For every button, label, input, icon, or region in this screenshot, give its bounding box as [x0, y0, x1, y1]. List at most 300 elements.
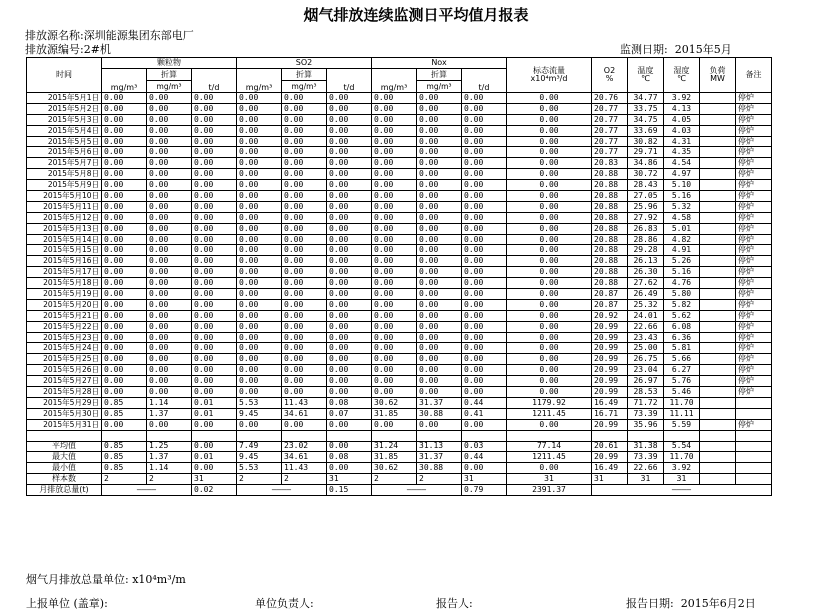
table-row	[27, 147, 772, 158]
table-row	[27, 136, 772, 147]
row-value: 5.62	[664, 310, 700, 321]
row-value: 0.00	[327, 158, 372, 169]
row-value	[700, 234, 736, 245]
row-value: 4.05	[664, 114, 700, 125]
header-nox-converted-unit: mg/m³	[417, 81, 462, 93]
row-value: 0.00	[462, 158, 507, 169]
row-date: 2015年5月19日	[27, 289, 102, 300]
row-value: 0.00	[147, 365, 192, 376]
row-value: 9.45	[237, 408, 282, 419]
row-value: 0.00	[372, 103, 417, 114]
source-id-value: 2#机	[83, 43, 111, 56]
row-remark: 停炉	[736, 419, 772, 430]
row-value: 0.00	[147, 332, 192, 343]
row-value: 0.00	[462, 223, 507, 234]
stats-value: 2	[417, 474, 462, 485]
row-value: 0.00	[147, 191, 192, 202]
table-row	[27, 169, 772, 180]
row-value: 0.00	[147, 343, 192, 354]
row-value: 20.92	[592, 310, 628, 321]
row-value: 0.00	[372, 147, 417, 158]
row-value: 0.00	[282, 223, 327, 234]
stats-value: 0.85	[102, 463, 147, 474]
row-value: 0.00	[372, 321, 417, 332]
row-value: 0.00	[237, 103, 282, 114]
row-value: 0.00	[372, 354, 417, 365]
row-value: 0.00	[147, 93, 192, 104]
row-value	[700, 332, 736, 343]
row-value: 0.00	[237, 223, 282, 234]
row-remark: 停炉	[736, 158, 772, 169]
row-date: 2015年5月23日	[27, 332, 102, 343]
row-value: 0.00	[372, 136, 417, 147]
row-value: 0.00	[417, 201, 462, 212]
stats-value: 0.85	[102, 452, 147, 463]
row-value: 0.00	[417, 169, 462, 180]
row-value: 0.00	[462, 201, 507, 212]
table-row	[27, 278, 772, 289]
row-value: 0.00	[327, 278, 372, 289]
row-value: 0.00	[282, 387, 327, 398]
row-value: 0.00	[102, 158, 147, 169]
row-date: 2015年5月4日	[27, 125, 102, 136]
row-value: 0.00	[372, 180, 417, 191]
row-value: 0.00	[102, 332, 147, 343]
row-value: 4.13	[664, 103, 700, 114]
row-value	[700, 419, 736, 430]
stats-value: 31	[327, 474, 372, 485]
header-nox-td: t/d	[462, 69, 507, 93]
header-std-flow: 标态流量 x10⁴m³/d	[507, 58, 592, 93]
row-value: 0.00	[102, 180, 147, 191]
monitor-date-value: 2015年5月	[674, 43, 732, 56]
row-value: 4.35	[664, 147, 700, 158]
table-row	[27, 343, 772, 354]
header-nox-mg: mg/m³	[372, 69, 417, 93]
row-value: 0.00	[192, 234, 237, 245]
row-value: 20.77	[592, 125, 628, 136]
row-value: 25.96	[628, 201, 664, 212]
row-value: 0.00	[192, 321, 237, 332]
table-row	[27, 310, 772, 321]
row-value: 20.99	[592, 354, 628, 365]
row-value: 0.00	[462, 376, 507, 387]
row-remark: 停炉	[736, 278, 772, 289]
row-value: 0.00	[282, 419, 327, 430]
row-value: 0.00	[192, 136, 237, 147]
row-value: 0.00	[237, 376, 282, 387]
row-value	[700, 169, 736, 180]
row-remark: 停炉	[736, 103, 772, 114]
stats-value: 31	[507, 474, 592, 485]
row-value: 0.00	[417, 256, 462, 267]
row-value: 0.00	[507, 212, 592, 223]
row-date: 2015年5月2日	[27, 103, 102, 114]
header-particulate-converted-unit: mg/m³	[147, 81, 192, 93]
row-remark: 停炉	[736, 343, 772, 354]
row-value: 20.99	[592, 332, 628, 343]
row-value: 33.75	[628, 103, 664, 114]
row-value: 5.16	[664, 267, 700, 278]
stats-label: 最大值	[27, 452, 102, 463]
row-value: 11.11	[664, 408, 700, 419]
blank-cell	[417, 430, 462, 441]
row-date: 2015年5月31日	[27, 419, 102, 430]
blank-cell	[27, 430, 102, 441]
header-so2-td: t/d	[327, 69, 372, 93]
row-value: 0.00	[102, 212, 147, 223]
stats-value: 2	[147, 474, 192, 485]
stats-value: 0.44	[462, 452, 507, 463]
row-value: 28.86	[628, 234, 664, 245]
row-value: 0.00	[102, 103, 147, 114]
source-name-label: 排放源名称:	[25, 29, 84, 42]
blank-cell	[237, 430, 282, 441]
stats-value: 5.54	[664, 441, 700, 452]
row-value: 0.00	[462, 169, 507, 180]
row-value: 0.00	[282, 125, 327, 136]
table-row	[27, 245, 772, 256]
row-value: 0.00	[417, 180, 462, 191]
row-value: 20.88	[592, 180, 628, 191]
row-value: 4.31	[664, 136, 700, 147]
row-value	[700, 365, 736, 376]
stats-value: 20.99	[592, 452, 628, 463]
row-value: 0.00	[282, 114, 327, 125]
table-row	[27, 365, 772, 376]
row-value: 0.00	[462, 245, 507, 256]
blank-cell	[372, 430, 417, 441]
row-value: 0.00	[462, 234, 507, 245]
row-value: 0.00	[462, 191, 507, 202]
row-value: 0.00	[147, 256, 192, 267]
row-value: 0.00	[237, 114, 282, 125]
row-value: 0.00	[417, 354, 462, 365]
row-remark: 停炉	[736, 256, 772, 267]
row-value: 0.00	[327, 223, 372, 234]
row-value: 4.76	[664, 278, 700, 289]
stats-label: 样本数	[27, 474, 102, 485]
row-date: 2015年5月29日	[27, 397, 102, 408]
row-value: 31.37	[417, 397, 462, 408]
row-value: 20.77	[592, 147, 628, 158]
row-value	[700, 321, 736, 332]
stats-label: 平均值	[27, 441, 102, 452]
row-value: 0.00	[507, 332, 592, 343]
stats-remark	[736, 452, 772, 463]
table-row	[27, 158, 772, 169]
table-row	[27, 332, 772, 343]
row-value: 0.00	[102, 169, 147, 180]
blank-cell	[282, 430, 327, 441]
row-value: 0.00	[372, 267, 417, 278]
row-value: 0.00	[417, 365, 462, 376]
row-value: 0.00	[372, 310, 417, 321]
row-date: 2015年5月16日	[27, 256, 102, 267]
stats-value: 3.92	[664, 463, 700, 474]
row-remark: 停炉	[736, 180, 772, 191]
row-value: 0.00	[417, 332, 462, 343]
monthly-report-table	[26, 57, 772, 496]
row-value: 0.00	[102, 114, 147, 125]
row-value: 0.00	[102, 419, 147, 430]
row-value	[700, 158, 736, 169]
stats-value: 1.14	[147, 463, 192, 474]
row-value: 0.00	[102, 278, 147, 289]
row-value: 0.00	[462, 278, 507, 289]
report-title: 烟气排放连续监测日平均值月报表	[303, 6, 529, 24]
row-value: 0.00	[417, 387, 462, 398]
row-value: 0.00	[282, 321, 327, 332]
row-value: 34.61	[282, 408, 327, 419]
row-value: 0.00	[282, 278, 327, 289]
row-value: 0.00	[327, 343, 372, 354]
row-value: 0.00	[372, 223, 417, 234]
stats-value: 31.38	[628, 441, 664, 452]
stats-value: 77.14	[507, 441, 592, 452]
row-value: 0.00	[237, 354, 282, 365]
row-value: 0.00	[462, 310, 507, 321]
row-value: 27.05	[628, 191, 664, 202]
row-value	[700, 299, 736, 310]
header-o2: O2 %	[592, 58, 628, 93]
monthly-nox-t: 0.79	[462, 485, 507, 496]
row-remark: 停炉	[736, 169, 772, 180]
row-value	[700, 212, 736, 223]
row-value: 0.00	[237, 191, 282, 202]
row-value: 26.97	[628, 376, 664, 387]
stats-value: 2	[237, 474, 282, 485]
row-value: 0.00	[192, 201, 237, 212]
stats-value: 0.00	[327, 441, 372, 452]
row-value: 0.00	[507, 245, 592, 256]
row-value: 0.00	[417, 278, 462, 289]
row-value: 22.66	[628, 321, 664, 332]
row-value: 0.00	[282, 169, 327, 180]
row-value: 0.00	[327, 93, 372, 104]
row-value: 5.46	[664, 387, 700, 398]
row-value: 0.44	[462, 397, 507, 408]
row-value: 26.83	[628, 223, 664, 234]
row-value: 0.00	[507, 136, 592, 147]
row-value: 0.00	[327, 114, 372, 125]
stats-value: 0.01	[192, 452, 237, 463]
monthly-dash: ————	[372, 485, 462, 496]
row-value: 0.00	[327, 310, 372, 321]
row-value: 0.00	[192, 278, 237, 289]
row-value: 0.00	[462, 256, 507, 267]
row-value: 0.00	[192, 158, 237, 169]
table-row	[27, 234, 772, 245]
row-value: 5.10	[664, 180, 700, 191]
stats-value: 5.53	[237, 463, 282, 474]
source-name-value: 深圳能源集团东部电厂	[83, 29, 194, 42]
row-value: 0.00	[237, 169, 282, 180]
row-value: 11.43	[282, 397, 327, 408]
row-value: 0.00	[327, 299, 372, 310]
row-value: 0.00	[282, 289, 327, 300]
row-value: 0.00	[192, 256, 237, 267]
table-row	[27, 125, 772, 136]
row-value: 31.85	[372, 408, 417, 419]
row-value: 0.00	[147, 158, 192, 169]
row-value: 0.00	[282, 147, 327, 158]
row-value: 23.43	[628, 332, 664, 343]
stats-row	[27, 463, 772, 474]
row-value	[700, 376, 736, 387]
row-value: 0.00	[192, 419, 237, 430]
stats-label: 最小值	[27, 463, 102, 474]
row-value	[700, 343, 736, 354]
blank-cell	[327, 430, 372, 441]
stats-value: 2	[282, 474, 327, 485]
row-value: 0.00	[237, 136, 282, 147]
row-value: 1.14	[147, 397, 192, 408]
blank-cell	[192, 430, 237, 441]
row-value: 33.69	[628, 125, 664, 136]
row-value: 0.00	[327, 376, 372, 387]
row-value: 0.00	[372, 158, 417, 169]
row-value: 0.00	[327, 387, 372, 398]
row-value: 0.00	[507, 343, 592, 354]
row-value: 0.00	[282, 103, 327, 114]
row-value: 0.07	[327, 408, 372, 419]
row-value	[700, 147, 736, 158]
row-value: 5.01	[664, 223, 700, 234]
row-value: 0.00	[462, 321, 507, 332]
row-value: 0.00	[417, 245, 462, 256]
stats-value: 23.02	[282, 441, 327, 452]
row-value: 0.00	[462, 419, 507, 430]
row-value: 20.99	[592, 419, 628, 430]
table-row	[27, 256, 772, 267]
stats-value: 9.45	[237, 452, 282, 463]
row-value: 0.00	[102, 321, 147, 332]
row-value: 0.00	[327, 321, 372, 332]
row-value	[700, 278, 736, 289]
row-value: 11.70	[664, 397, 700, 408]
row-remark: 停炉	[736, 147, 772, 158]
row-value: 30.82	[628, 136, 664, 147]
row-value: 0.00	[282, 343, 327, 354]
row-value: 0.00	[237, 234, 282, 245]
row-value: 5.66	[664, 354, 700, 365]
row-value	[700, 136, 736, 147]
row-value: 0.00	[282, 365, 327, 376]
row-value: 0.00	[192, 365, 237, 376]
table-row	[27, 387, 772, 398]
row-value: 0.00	[327, 136, 372, 147]
row-value: 0.00	[102, 267, 147, 278]
table-row	[27, 299, 772, 310]
row-value: 0.00	[327, 256, 372, 267]
row-value: 27.62	[628, 278, 664, 289]
row-value	[700, 223, 736, 234]
row-value: 0.00	[147, 223, 192, 234]
row-value: 5.26	[664, 256, 700, 267]
row-value: 5.32	[664, 201, 700, 212]
row-value: 20.77	[592, 103, 628, 114]
row-value: 0.00	[327, 180, 372, 191]
row-value: 0.00	[327, 212, 372, 223]
header-particulate: 颗粒物	[102, 58, 237, 69]
row-remark: 停炉	[736, 245, 772, 256]
row-value: 0.00	[237, 419, 282, 430]
monthly-total-row	[27, 485, 772, 496]
row-value: 5.59	[664, 419, 700, 430]
row-remark: 停炉	[736, 376, 772, 387]
stats-value: 31.85	[372, 452, 417, 463]
monthly-particulate-t: 0.02	[192, 485, 237, 496]
row-remark: 停炉	[736, 332, 772, 343]
stats-value: 31	[592, 474, 628, 485]
row-date: 2015年5月12日	[27, 212, 102, 223]
row-value: 0.00	[192, 223, 237, 234]
row-value: 0.00	[462, 93, 507, 104]
row-value: 71.72	[628, 397, 664, 408]
row-value: 73.39	[628, 408, 664, 419]
row-value: 0.00	[282, 191, 327, 202]
row-value: 29.71	[628, 147, 664, 158]
row-value: 0.00	[102, 147, 147, 158]
row-value: 5.76	[664, 376, 700, 387]
row-value: 0.00	[417, 103, 462, 114]
row-value: 0.00	[192, 245, 237, 256]
row-value: 27.92	[628, 212, 664, 223]
blank-cell	[736, 430, 772, 441]
table-row	[27, 419, 772, 430]
stats-value: 34.61	[282, 452, 327, 463]
row-value: 0.01	[192, 397, 237, 408]
row-value: 0.00	[462, 365, 507, 376]
table-row	[27, 103, 772, 114]
header-remark: 备注	[736, 58, 772, 93]
row-date: 2015年5月11日	[27, 201, 102, 212]
row-date: 2015年5月6日	[27, 147, 102, 158]
stats-value: 31.37	[417, 452, 462, 463]
row-value: 0.00	[462, 387, 507, 398]
stats-value: 1.25	[147, 441, 192, 452]
row-date: 2015年5月22日	[27, 321, 102, 332]
row-value: 20.88	[592, 234, 628, 245]
row-value: 0.00	[237, 245, 282, 256]
stats-value: 31	[628, 474, 664, 485]
row-remark: 停炉	[736, 267, 772, 278]
row-value: 30.72	[628, 169, 664, 180]
row-value: 0.00	[462, 136, 507, 147]
row-value: 0.00	[192, 376, 237, 387]
row-value: 0.00	[147, 180, 192, 191]
row-value: 0.00	[327, 267, 372, 278]
table-row	[27, 191, 772, 202]
row-value: 25.32	[628, 299, 664, 310]
row-remark: 停炉	[736, 136, 772, 147]
row-value: 0.00	[417, 299, 462, 310]
row-value: 0.00	[237, 343, 282, 354]
row-value: 0.00	[147, 387, 192, 398]
row-value: 6.27	[664, 365, 700, 376]
row-value: 0.00	[327, 354, 372, 365]
row-value: 4.82	[664, 234, 700, 245]
stats-value: 0.00	[192, 463, 237, 474]
row-value: 20.77	[592, 136, 628, 147]
row-remark	[736, 408, 772, 419]
header-nox: Nox	[372, 58, 507, 69]
row-value: 20.76	[592, 93, 628, 104]
row-value: 0.00	[462, 147, 507, 158]
table-row	[27, 180, 772, 191]
header-so2-mg: mg/m³	[237, 69, 282, 93]
